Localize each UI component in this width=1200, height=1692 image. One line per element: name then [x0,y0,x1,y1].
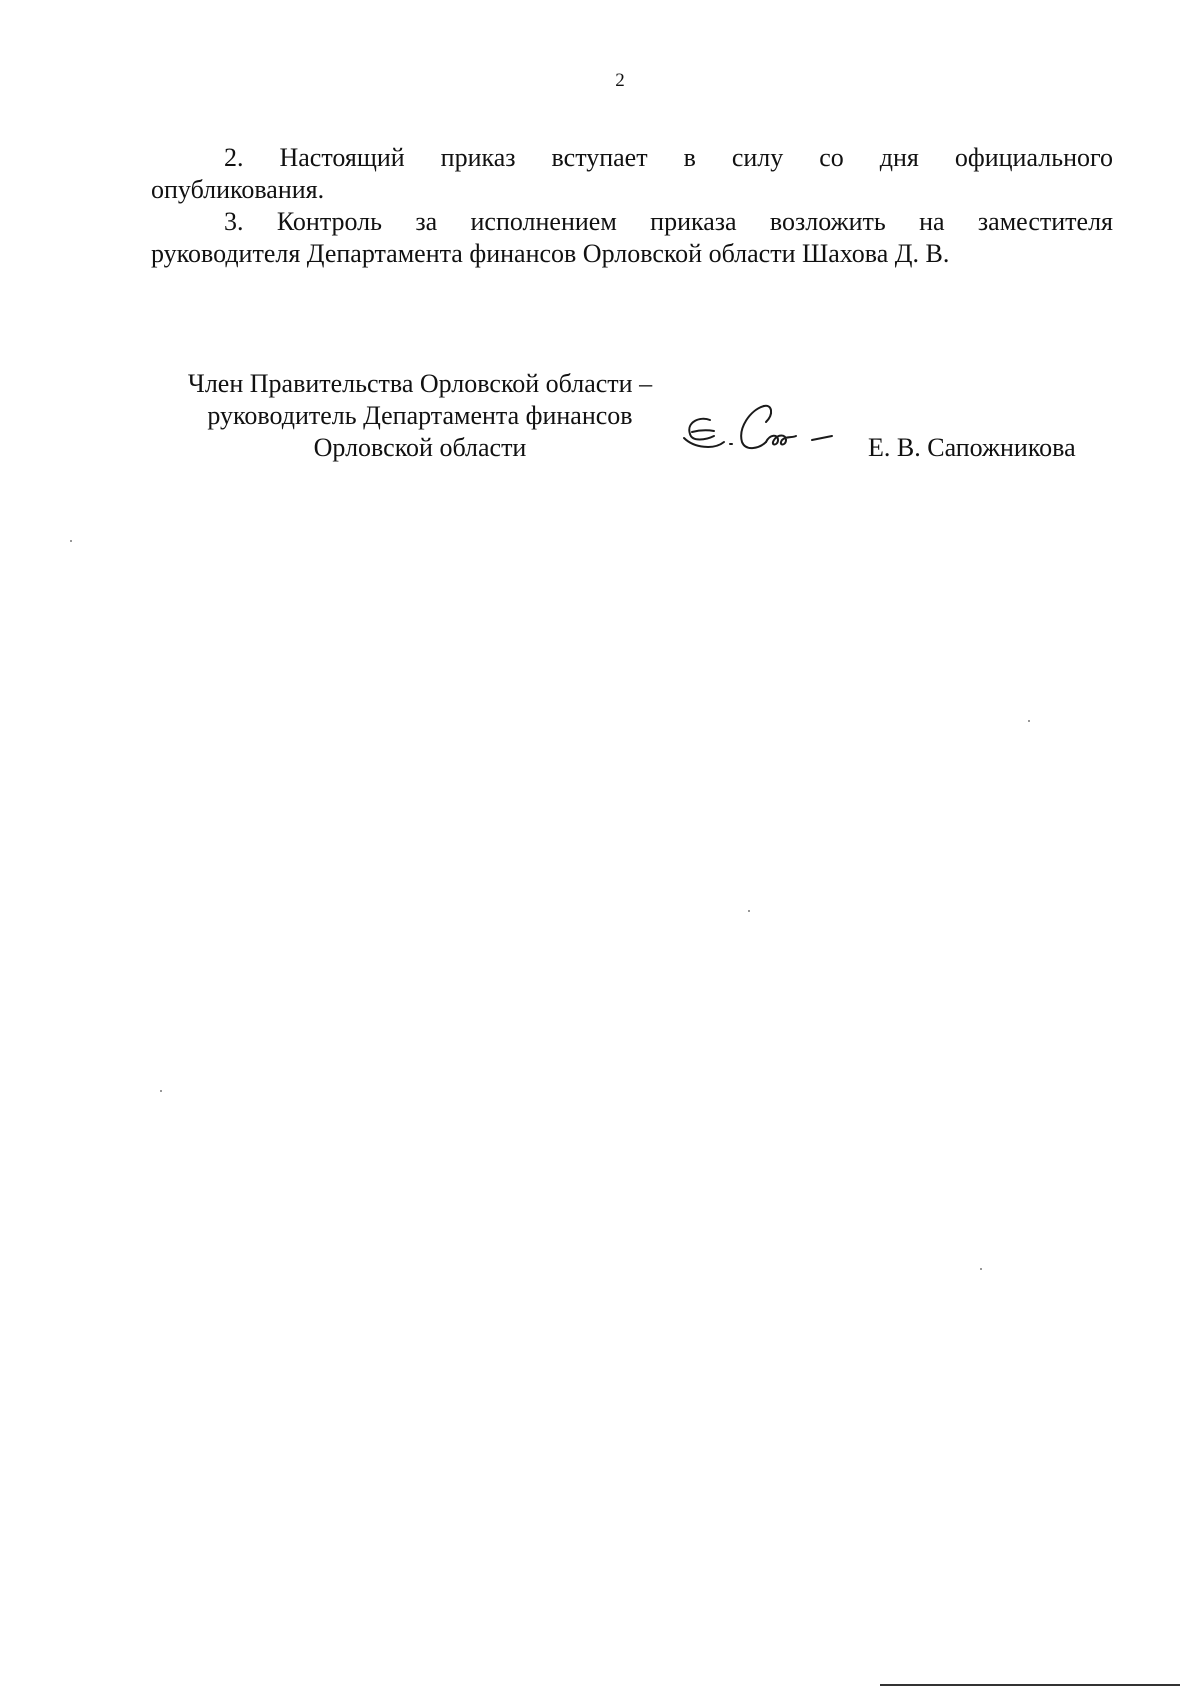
paragraph-2-first-line: 2. Настоящий приказ вступает в силу со дня официального [224,143,1113,172]
page-number: 2 [615,70,625,91]
signatory-name: Е. В. Сапожникова [868,433,1076,462]
handwritten-signature [680,398,850,468]
scan-edge-line [880,1684,1180,1686]
scan-speck [160,1090,162,1092]
paragraph-3-first-line: 3. Контроль за исполнением приказа возложить на заместителя [224,207,1113,236]
signatory-position [150,368,690,464]
signatory-position-line-1: Член Правительства Орловской области – [187,369,653,398]
scan-speck [980,1268,982,1270]
scan-speck [1028,720,1030,722]
scan-speck [748,910,750,912]
paragraph-3-continuation: руководителя Департамента финансов Орловской области Шахова Д. В. [151,239,950,268]
signatory-position-line-2: руководитель Департамента финансов [207,401,633,430]
signatory-position-line-3: Орловской области [313,433,527,462]
paragraph-item-2 [151,142,1113,206]
paragraph-2-continuation: опубликования. [151,175,325,204]
paragraph-item-3 [151,206,1113,270]
scan-speck [70,540,72,542]
document-body [151,142,1113,270]
